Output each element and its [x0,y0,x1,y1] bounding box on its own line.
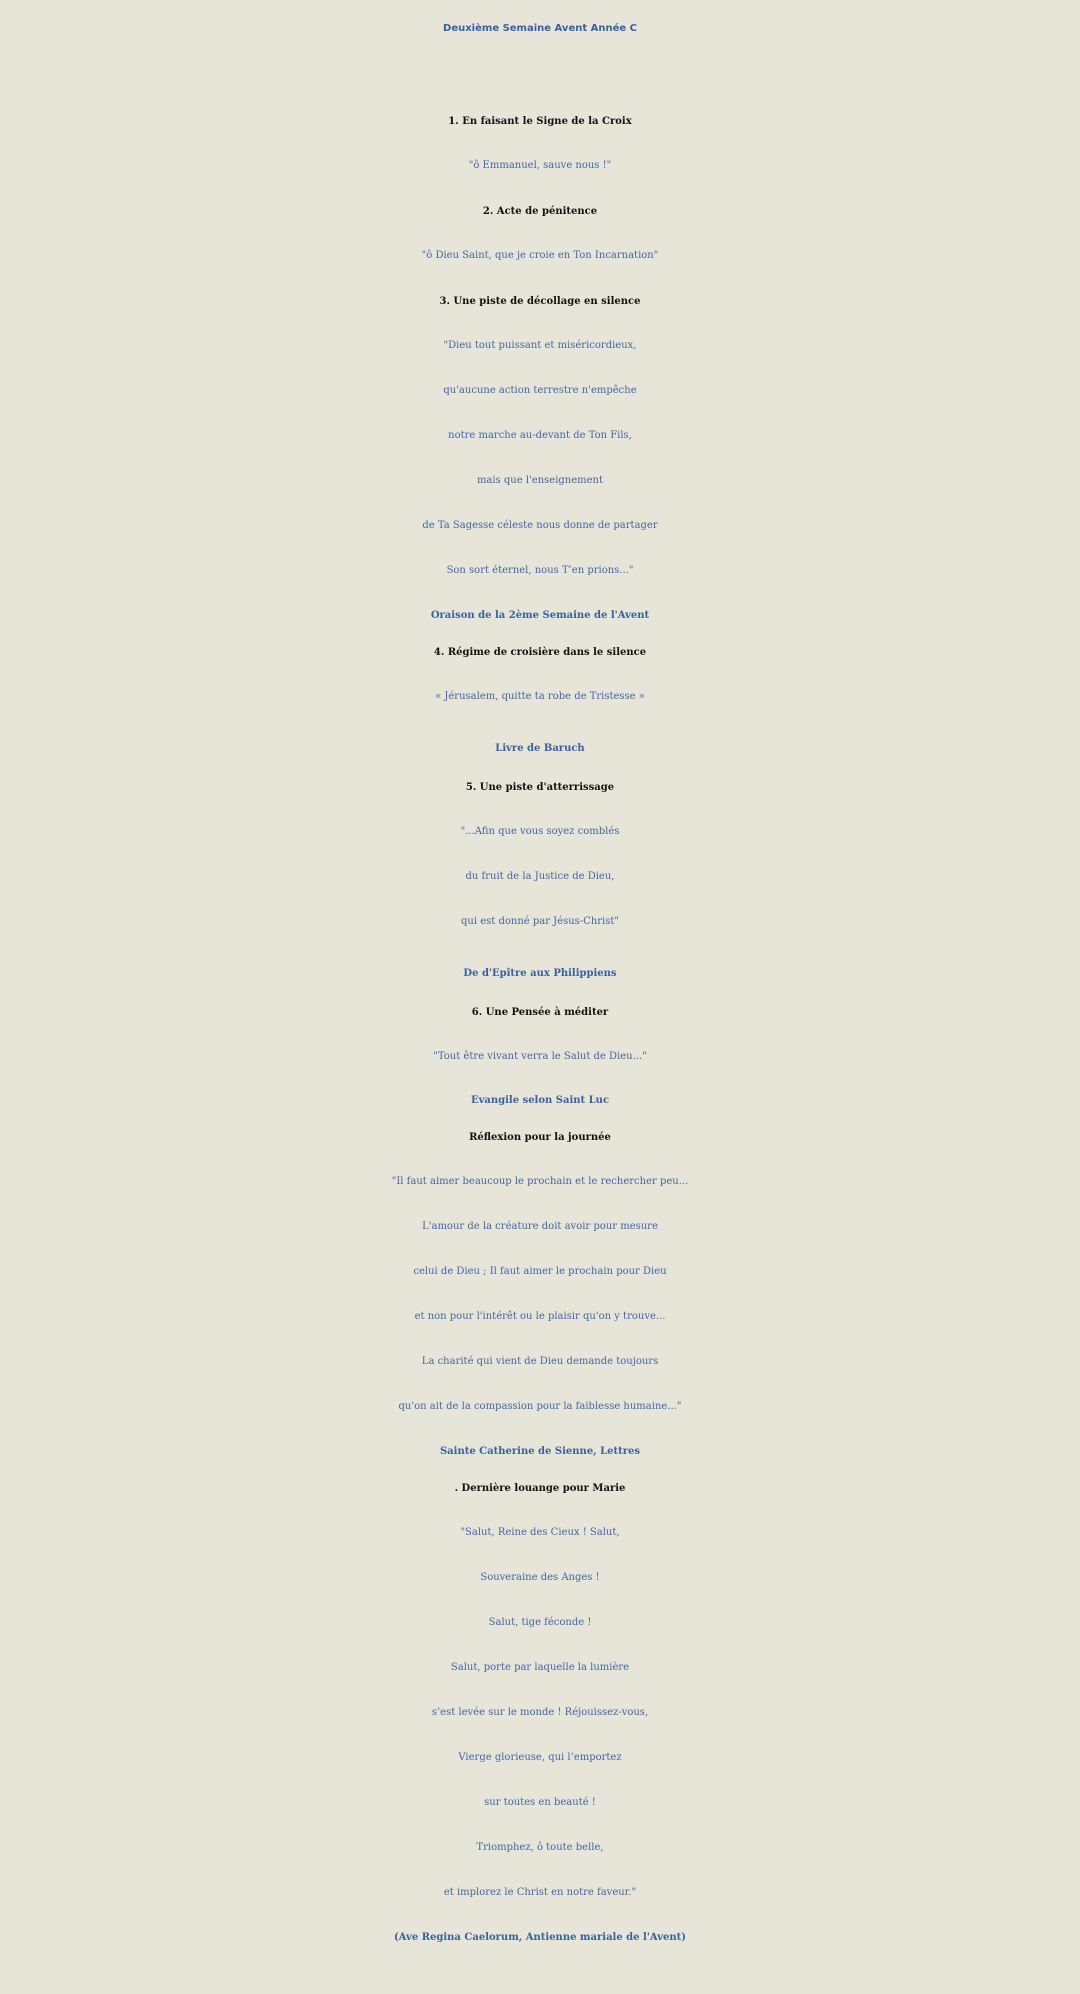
section-heading: 3. Une piste de décollage en silence [439,296,641,307]
section-heading: 6. Une Pensée à méditer [471,1007,609,1018]
source-citation: De d'Epître aux Philippiens [463,968,617,979]
verse-line: celui de Dieu ; Il faut aimer le prochain pour Dieu [413,1266,667,1277]
verse-line: L'amour de la créature doit avoir pour mesure [422,1221,658,1232]
verse-line: et non pour l'intérêt ou le plaisir qu'on y trouve... [414,1311,666,1322]
verse-line: Salut, porte par laquelle la lumière [450,1662,630,1673]
verse-line: Vierge glorieuse, qui l’emportez [458,1752,622,1763]
verse-line: du fruit de la Justice de Dieu, [465,871,615,882]
verse-line: mais que l'enseignement [476,475,604,486]
source-citation: Livre de Baruch [495,743,585,754]
verse-line: qui est donné par Jésus-Christ" [460,916,620,927]
verse-line: qu'on ait de la compassion pour la faiblesse humaine..." [398,1401,682,1412]
verse-line: qu'aucune action terrestre n'empêche [443,385,637,396]
verse-line: notre marche au-devant de Ton Fils, [448,430,632,441]
verse-line: "ô Emmanuel, sauve nous !" [468,160,612,171]
section-heading: 2. Acte de pénitence [482,206,598,217]
page-title: Deuxième Semaine Avent Année C [443,23,637,34]
section-heading: 4. Régime de croisière dans le silence [433,647,647,658]
section-heading: . Dernière louange pour Marie [454,1483,626,1494]
verse-line: s’est levée sur le monde ! Réjouissez-vous, [431,1707,649,1718]
source-citation: (Ave Regina Caelorum, Antienne mariale de l'Avent) [393,1932,687,1943]
verse-line: Triomphez, ô toute belle, [476,1842,604,1853]
verse-line: Son sort éternel, nous T’en prions..." [446,565,634,576]
source-citation: Evangile selon Saint Luc [470,1095,610,1106]
source-citation: Sainte Catherine de Sienne, Lettres [439,1446,641,1457]
section-heading: 5. Une piste d'atterrissage [465,782,615,793]
verse-line: Salut, tige féconde ! [488,1617,592,1628]
section-heading: Réflexion pour la journée [469,1132,611,1143]
section-heading: 1. En faisant le Signe de la Croix [448,116,632,127]
verse-line: de Ta Sagesse céleste nous donne de partager [422,520,658,531]
source-citation: Oraison de la 2ème Semaine de l'Avent [430,610,650,621]
verse-line: "Dieu tout puissant et miséricordieux, [443,340,637,351]
verse-line: « Jérusalem, quitte ta robe de Tristesse » [435,691,645,702]
verse-line: et implorez le Christ en notre faveur." [443,1887,637,1898]
verse-line: "Tout être vivant verra le Salut de Dieu..." [433,1051,647,1062]
verse-line: La charité qui vient de Dieu demande toujours [421,1356,659,1367]
verse-line: "Salut, Reine des Cieux ! Salut, [460,1527,620,1538]
verse-line: Souveraine des Anges ! [480,1572,600,1583]
verse-line: sur toutes en beauté ! [484,1797,596,1808]
verse-line: "Il faut aimer beaucoup le prochain et le rechercher peu... [391,1176,689,1187]
verse-line: "...Afin que vous soyez comblés [460,826,620,837]
verse-line: "ô Dieu Saint, que je croie en Ton Incarnation" [421,250,659,261]
